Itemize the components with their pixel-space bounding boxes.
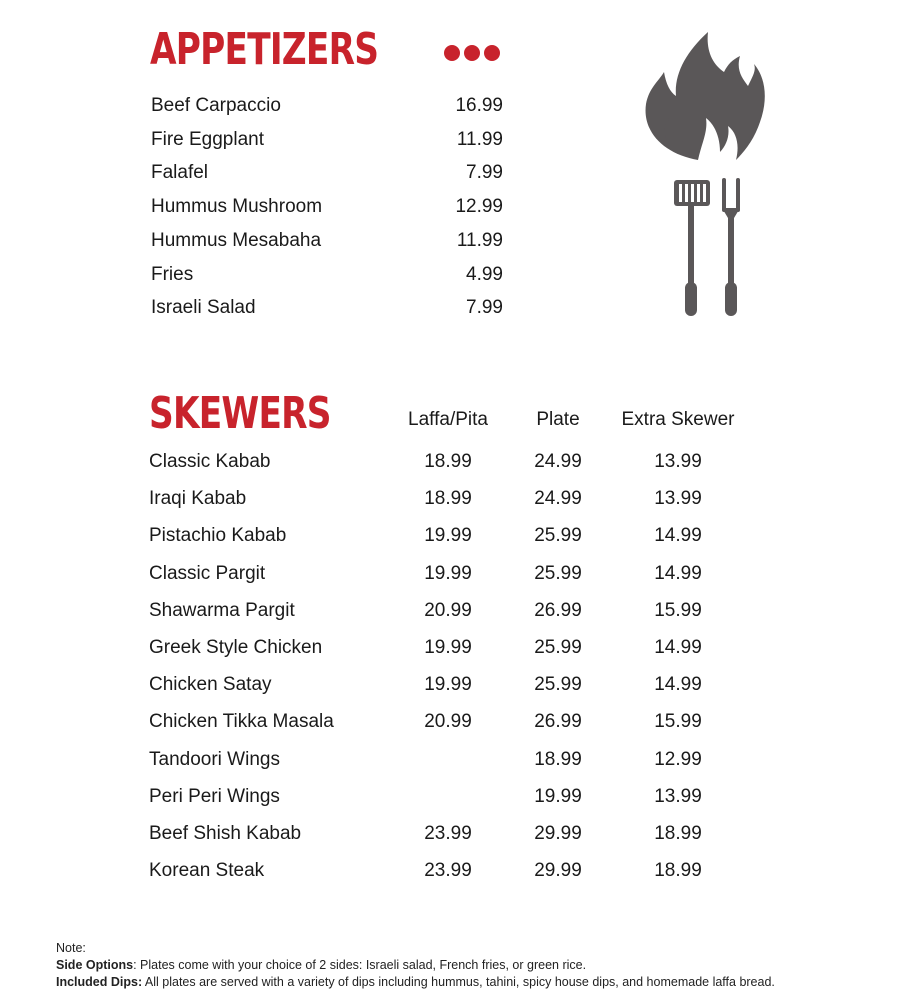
dot	[484, 45, 500, 61]
skewer-item-name: Tandoori Wings	[149, 749, 280, 770]
skewer-item-laffa-price: 19.99	[424, 674, 472, 695]
column-header-extra-skewer: Extra Skewer	[621, 409, 735, 430]
skewer-item-name: Peri Peri Wings	[149, 786, 280, 807]
skewer-item-extra-price: 13.99	[654, 451, 702, 472]
skewer-item-extra-price: 18.99	[654, 823, 702, 844]
skewer-item-name: Iraqi Kabab	[149, 488, 247, 509]
skewer-item-plate-price: 19.99	[534, 786, 582, 807]
column-header-plate: Plate	[536, 409, 580, 430]
skewer-item-laffa-price: 18.99	[424, 488, 472, 509]
three-dots-icon	[444, 45, 500, 61]
skewer-item-laffa-price: 19.99	[424, 563, 472, 584]
skewer-item-plate-price: 18.99	[534, 749, 582, 770]
skewer-item-name: Classic Pargit	[149, 563, 266, 584]
skewer-item-extra-price: 14.99	[654, 525, 702, 546]
skewer-item-plate-price: 29.99	[534, 860, 582, 881]
skewer-item-extra-price: 18.99	[654, 860, 702, 881]
side-options-label: Side Options	[56, 958, 134, 972]
skewer-item-laffa-price: 19.99	[424, 525, 472, 546]
dot	[464, 45, 480, 61]
flame-grill-tools-icon	[636, 24, 766, 320]
appetizer-item-price: 7.99	[466, 162, 503, 183]
appetizer-item-price: 7.99	[466, 297, 503, 318]
included-dips-label: Included Dips:	[56, 975, 143, 989]
included-dips-note	[56, 974, 775, 991]
appetizer-item-name: Hummus Mushroom	[151, 196, 323, 217]
appetizers-title: APPETIZERS	[150, 24, 379, 75]
skewer-item-extra-price: 15.99	[654, 711, 702, 732]
skewer-item-extra-price: 15.99	[654, 600, 702, 621]
notes-heading: Note:	[56, 941, 86, 955]
skewer-item-extra-price: 14.99	[654, 637, 702, 658]
dot	[444, 45, 460, 61]
skewer-item-laffa-price: 23.99	[424, 860, 472, 881]
skewer-item-laffa-price: 23.99	[424, 823, 472, 844]
side-options-note	[56, 957, 775, 974]
appetizer-item-price: 4.99	[466, 264, 503, 285]
included-dips-text: All plates are served with a variety of dips including hummus, tahini, spicy house dips, and homemade laffa bread.	[142, 975, 775, 989]
skewer-item-name: Shawarma Pargit	[149, 600, 295, 621]
skewer-item-extra-price: 14.99	[654, 674, 702, 695]
skewer-item-plate-price: 25.99	[534, 674, 582, 695]
column-header-laffa-pita: Laffa/Pita	[408, 409, 488, 430]
skewer-item-plate-price: 26.99	[534, 711, 582, 732]
appetizer-item-price: 12.99	[455, 196, 503, 217]
skewer-item-name: Chicken Tikka Masala	[149, 711, 334, 732]
skewer-item-name: Greek Style Chicken	[149, 637, 323, 658]
skewer-item-plate-price: 29.99	[534, 823, 582, 844]
skewer-item-name: Pistachio Kabab	[149, 525, 287, 546]
skewer-item-laffa-price: 20.99	[424, 711, 472, 732]
appetizer-item-name: Falafel	[151, 162, 209, 183]
skewer-item-plate-price: 25.99	[534, 563, 582, 584]
appetizer-item-price: 11.99	[456, 230, 503, 251]
skewer-item-plate-price: 25.99	[534, 525, 582, 546]
appetizer-item-name: Israeli Salad	[151, 297, 256, 318]
skewer-item-name: Chicken Satay	[149, 674, 272, 695]
skewer-item-name: Classic Kabab	[149, 451, 271, 472]
skewer-item-laffa-price: 19.99	[424, 637, 472, 658]
skewer-item-laffa-price: 20.99	[424, 600, 472, 621]
skewer-item-extra-price: 14.99	[654, 563, 702, 584]
skewer-item-plate-price: 25.99	[534, 637, 582, 658]
skewer-item-extra-price: 13.99	[654, 786, 702, 807]
appetizer-item-name: Beef Carpaccio	[151, 95, 281, 116]
skewer-item-plate-price: 24.99	[534, 488, 582, 509]
skewer-item-laffa-price: 18.99	[424, 451, 472, 472]
side-options-text: : Plates come with your choice of 2 sides: Israeli salad, French fries, or green rice.	[133, 958, 587, 972]
skewers-title: SKEWERS	[149, 388, 331, 439]
skewer-item-plate-price: 26.99	[534, 600, 582, 621]
appetizer-item-name: Fire Eggplant	[151, 129, 265, 150]
skewer-item-name: Korean Steak	[149, 860, 265, 881]
skewer-item-extra-price: 13.99	[654, 488, 702, 509]
notes	[56, 940, 775, 991]
appetizer-item-price: 11.99	[456, 129, 503, 150]
appetizer-item-name: Fries	[151, 264, 194, 285]
skewer-item-plate-price: 24.99	[534, 451, 582, 472]
appetizer-item-name: Hummus Mesabaha	[151, 230, 322, 251]
skewer-item-name: Beef Shish Kabab	[149, 823, 302, 844]
appetizer-item-price: 16.99	[455, 95, 503, 116]
skewer-item-extra-price: 12.99	[654, 749, 702, 770]
